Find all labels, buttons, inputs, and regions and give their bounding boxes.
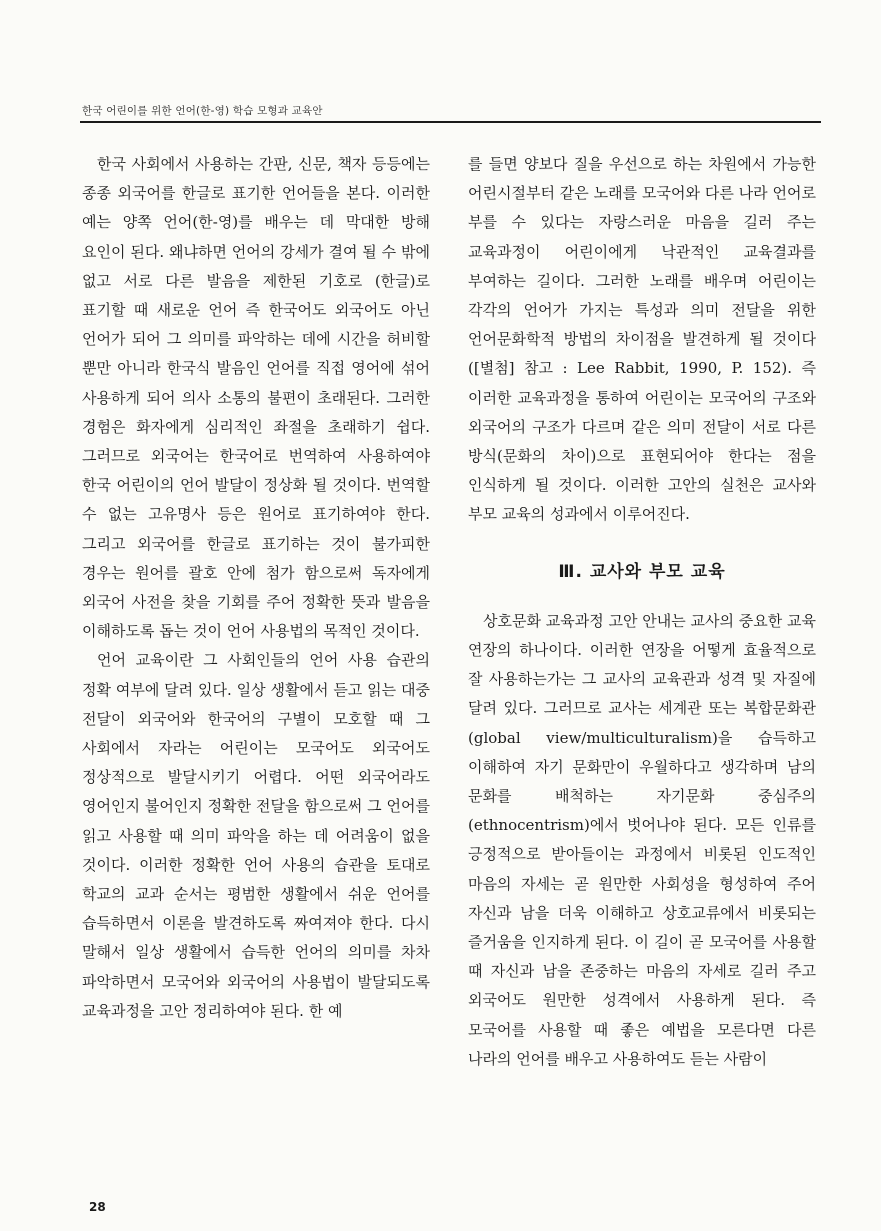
body-paragraph: 를 들면 양보다 질을 우선으로 하는 차원에서 가능한 어린시절부터 같은 노래를 모국어와 다른 나라 언어로 부를 수 있다는 자랑스러운 마음을 길러 주는 교육과정이 어린이에게 낙관적인 교육결과를 부여하는 길이다. 그러한 노래를 배우며 어린이는 각각의 언어가 가지는 특성과 의미 전달을 위한 언어문화학적 방법의 차이점을 발견하게 될 것이다 ([별첨] 참고 : Lee Rabbit, 1990, P. 152). 즉 이러한 교육과정을 통하여 어린이는 모국어의 구조와 외국어의 구조가 다르며 같은 의미 전달이 서로 다른 방식(문화의 차이)으로 표현되어야 한다는 점을 인식하게 될 것이다. 이러한 고안의 실천은 교사와 부모 교육의 성과에서 이루어진다. [468,155,816,524]
header-rule [80,121,821,123]
running-header: 한국 어린이를 위한 언어(한-영) 학습 모형과 교육안 [82,105,323,117]
section-heading: Ⅲ. 교사와 부모 교육 [558,561,726,582]
body-paragraph: 상호문화 교육과정 고안 안내는 교사의 중요한 교육 연장의 하나이다. 이러한 연장을 어떻게 효율적으로 잘 사용하는가는 그 교사의 교육관과 성격 및 자질에 달려 있다. 그러므로 교사는 세계관 또는 복합문화관(global view/multiculturalism)을 습득하고 이해하여 자기 문화만이 우월하다고 생각하며 남의 문화를 배척하는 자기문화 중심주의(ethnocentrism)에서 벗어나야 된다. 모든 인류를 긍정적으로 받아들이는 과정에서 비롯된 인도적인 마음의 자세는 곧 원만한 사회성을 형성하여 주어 자신과 남을 더욱 이해하고 상호교류에서 비롯되는 즐거움을 인지하게 된다. 이 길이 곧 모국어를 사용할 때 자신과 남을 존중하는 마음의 자세로 길러 주고 외국어도 원만한 성격에서 사용하게 된다. 즉 모국어를 사용할 때 좋은 예법을 모른다면 다른 나라의 언어를 배우고 사용하여도 듣는 사람이 [468,611,816,1068]
body-paragraph: 언어 교육이란 그 사회인들의 언어 사용 습관의 정확 여부에 달려 있다. 일상 생활에서 듣고 읽는 대중 전달이 외국어와 한국어의 구별이 모호할 때 그 사회에서 자라는 어린이는 모국어도 외국어도 정상적으로 발달시키기 어렵다. 어떤 외국어라도 영어인지 불어인지 정확한 전달을 함으로써 그 언어를 읽고 사용할 때 의미 파악을 하는 데 어려움이 없을 것이다. 이러한 정확한 언어 사용의 습관을 토대로 학교의 교과 순서는 평범한 생활에서 쉬운 언어를 습득하면서 이론을 발견하도록 짜여져야 한다. 다시 말해서 일상 생활에서 습득한 언어의 의미를 차차 파악하면서 모국어와 외국어의 사용법이 발달되도록 교육과정을 고안 정리하여야 된다. 한 예 [82,651,430,1020]
page-number: 28 [89,1200,106,1214]
right-column [468,150,816,1074]
body-paragraph: 한국 사회에서 사용하는 간판, 신문, 책자 등등에는 종종 외국어를 한글로 표기한 언어들을 본다. 이러한 예는 양쪽 언어(한-영)를 배우는 데 막대한 방해 요인이 된다. 왜냐하면 언어의 강세가 결여 될 수 밖에 없고 서로 다른 발음을 제한된 기호로 (한글)로 표기할 때 새로운 언어 즉 한국어도 외국어도 아닌 언어가 되어 그 의미를 파악하는 데에 시간을 허비할 뿐만 아니라 한국식 발음인 언어를 직접 영어에 섞어 사용하게 되어 의사 소통의 불편이 초래된다. 그러한 경험은 화자에게 심리적인 좌절을 초래하기 쉽다. 그러므로 외국어는 한국어로 번역하여 사용하여야 한국 어린이의 언어 발달이 정상화 될 것이다. 번역할 수 없는 고유명사 등은 원어로 표기하여야 한다. 그리고 외국어를 한글로 표기하는 것이 불가피한 경우는 원어를 괄호 안에 첨가 함으로써 독자에게 외국어 사전을 찾을 기회를 주어 정확한 뜻과 발음을 이해하도록 돕는 것이 언어 사용법의 목적인 것이다. [82,155,430,641]
left-column [82,150,430,1026]
